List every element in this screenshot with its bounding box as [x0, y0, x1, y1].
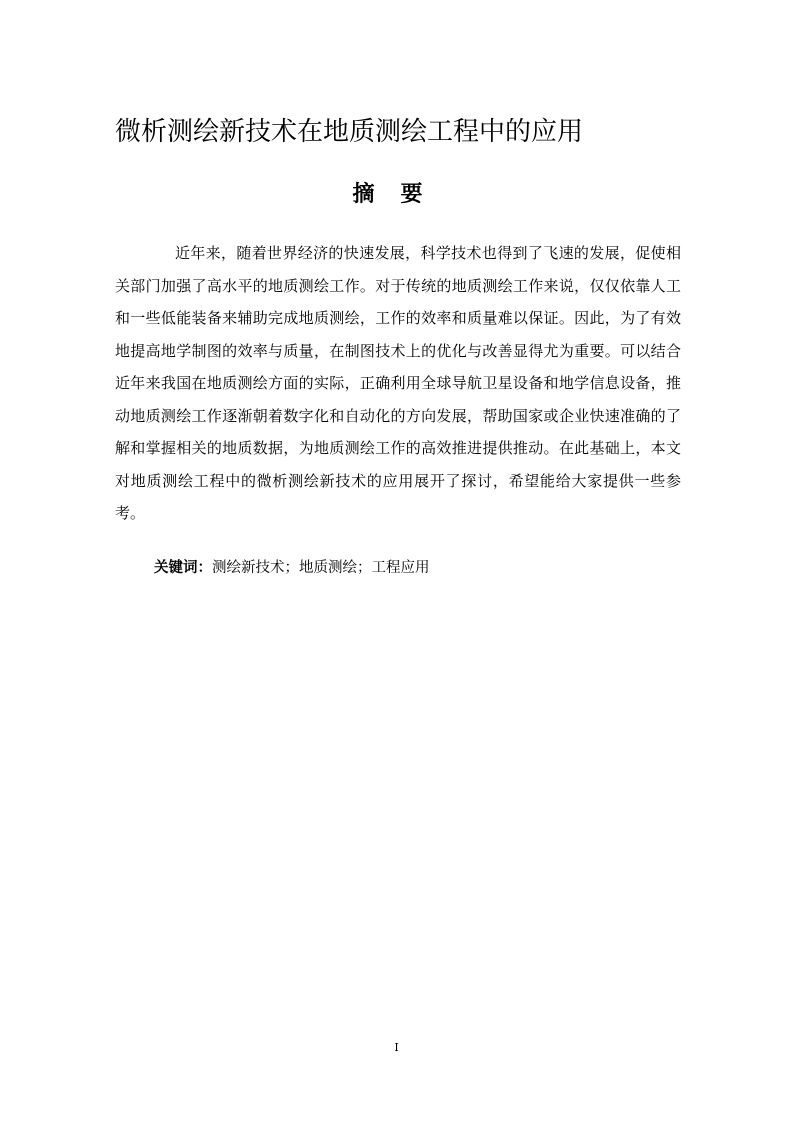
document-title: 微析测绘新技术在地质测绘工程中的应用: [115, 117, 584, 147]
keywords-label: 关键词：: [154, 560, 212, 576]
keywords-line: [154, 552, 430, 584]
page-number: I: [394, 1041, 399, 1054]
keywords-text: 测绘新技术；地质测绘；工程应用: [212, 560, 430, 576]
abstract-body: 近年来，随着世界经济的快速发展，科学技术也得到了飞速的发展，促使相关部门加强了高水平的地质测绘工作。对于传统的地质测绘工作来说，仅仅依靠人工和一些低能装备来辅助完成地质测绘，工作的效率和质量难以保证。因此，为了有效地提高地学制图的效率与质量，在制图技术上的优化与改善显得尤为重要。可以结合近年来我国在地质测绘方面的实际，正确利用全球导航卫星设备和地学信息设备，推动地质测绘工作逐渐朝着数字化和自动化的方向发展，帮助国家或企业快速准确的了解和掌握相关的地质数据，为地质测绘工作的高效推进提供推动。在此基础上，本文对地质测绘工程中的微析测绘新技术的应用展开了探讨，希望能给大家提供一些参考。: [115, 244, 681, 522]
abstract-heading: 摘要: [352, 181, 449, 207]
